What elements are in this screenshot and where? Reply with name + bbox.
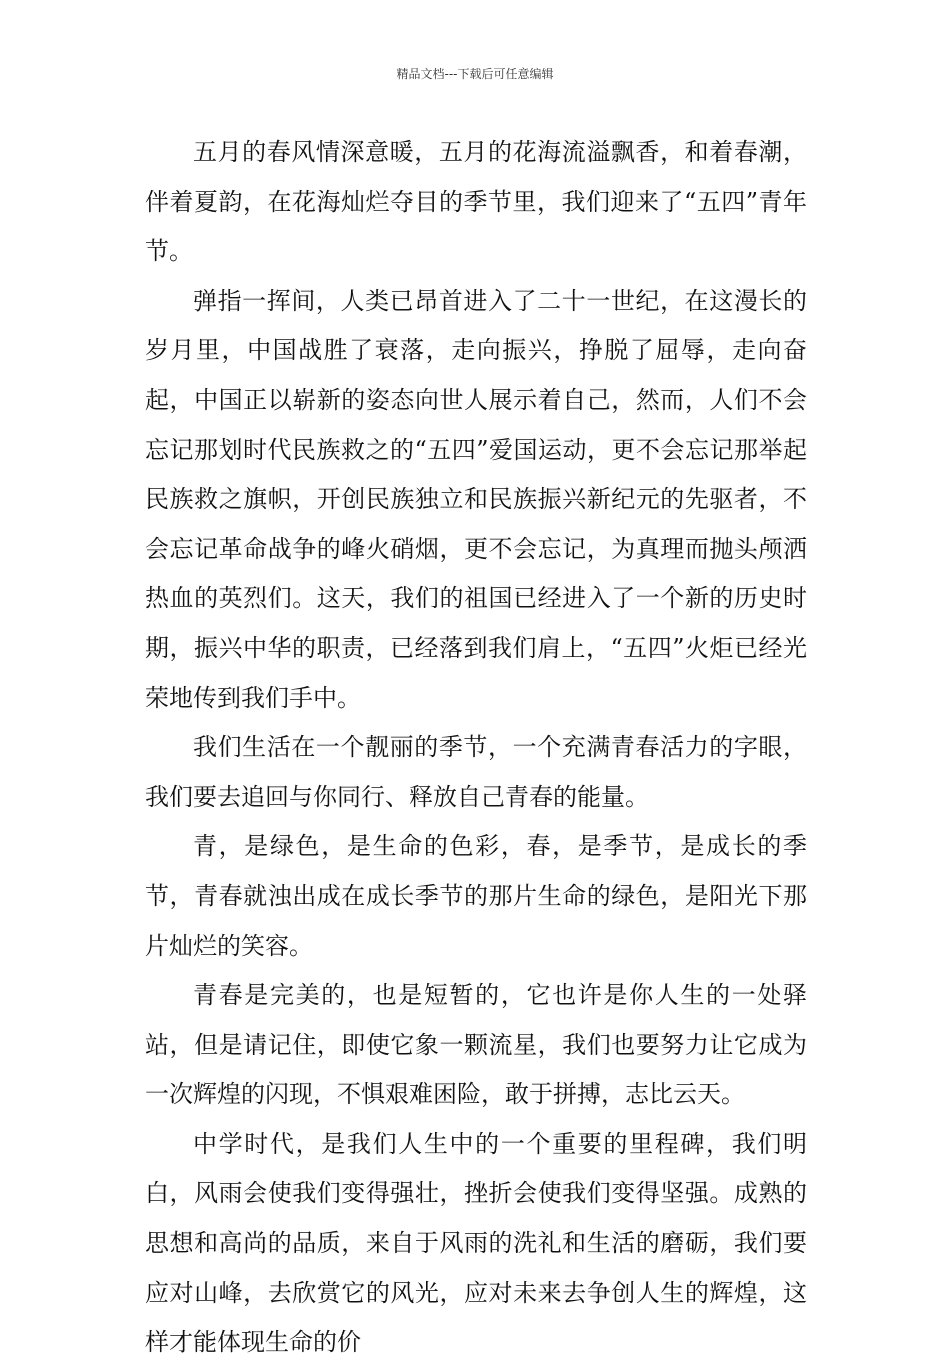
- paragraph-1: 五月的春风情深意暖，五月的花海流溢飘香，和着春潮，伴着夏韵，在花海灿烂夺目的季节里，我们迎来了“五四”青年节。: [145, 138, 807, 266]
- paragraph-4: 青，是绿色，是生命的色彩，春，是季节，是成长的季节，青春就浊出成在成长季节的那片生命的绿色，是阳光下那片灿烂的笑容。: [145, 832, 807, 960]
- paragraph-2: 弹指一挥间，人类已昂首进入了二十一世纪，在这漫长的岁月里，中国战胜了衰落，走向振兴，挣脱了屈辱，走向奋起，中国正以崭新的姿态向世人展示着自己，然而，人们不会忘记那划时代民族救之的“五四”爱国运动，更不会忘记那举起民族救之旗帜，开创民族独立和民族振兴新纪元的先驱者，不会忘记革命战争的峰火硝烟，更不会忘记，为真理而抛头颅洒热血的英烈们。这天，我们的祖国已经进入了一个新的历史时期，振兴中华的职责，已经落到我们肩上，“五四”火炬已经光荣地传到我们手中。: [145, 286, 807, 712]
- paragraph-5: 青春是完美的，也是短暂的，它也许是你人生的一处驿站，但是请记住，即使它象一颗流星，我们也要努力让它成为一次辉煌的闪现，不惧艰难困险，敢于拼搏，志比云天。: [145, 981, 807, 1109]
- document-body: [145, 128, 807, 1368]
- paragraph-6: 中学时代，是我们人生中的一个重要的里程碑，我们明白，风雨会使我们变得强壮，挫折会使我们变得坚强。成熟的思想和高尚的品质，来自于风雨的洗礼和生活的磨砺，我们要应对山峰，去欣赏它的风光，应对未来去争创人生的辉煌，这样才能体现生命的价: [145, 1129, 807, 1357]
- page-header: 精品文档---下载后可任意编辑: [396, 67, 554, 81]
- paragraph-3: 我们生活在一个靓丽的季节，一个充满青春活力的字眼，我们要去追回与你同行、释放自己青春的能量。: [145, 733, 807, 811]
